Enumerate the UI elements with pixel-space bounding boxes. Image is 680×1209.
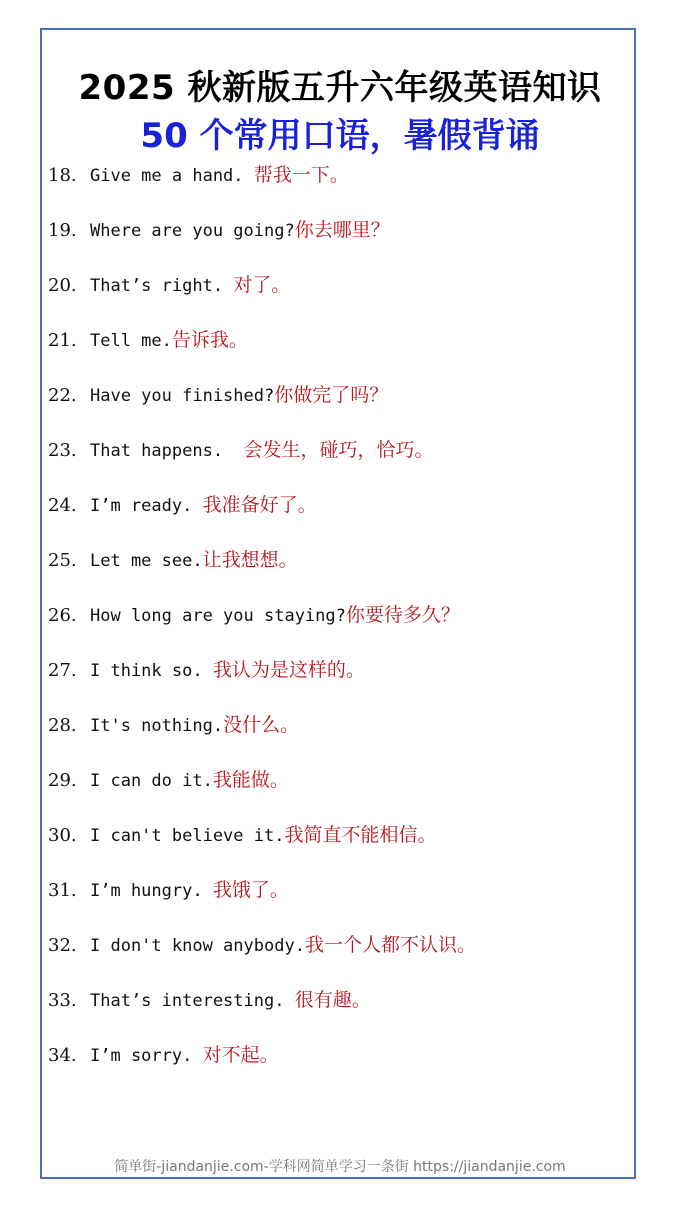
- phrase-english: That happens.: [90, 441, 244, 461]
- phrase-english: I can do it.: [90, 771, 213, 791]
- phrase-chinese: 没什么。: [223, 714, 300, 736]
- phrase-number: 22.: [48, 385, 77, 406]
- phrase-item: [48, 323, 632, 378]
- phrase-item: [48, 818, 632, 873]
- phrase-item: [48, 928, 632, 983]
- phrase-item: [48, 158, 632, 213]
- phrase-number: 32.: [48, 935, 77, 956]
- phrase-chinese: 你去哪里？: [294, 219, 390, 241]
- phrase-item: [48, 268, 632, 323]
- phrase-number: 18.: [48, 165, 77, 186]
- page-subtitle: 50 个常用口语，暑假背诵: [140, 116, 540, 156]
- phrase-number: 24.: [48, 495, 77, 516]
- phrase-item: [48, 433, 632, 488]
- phrase-chinese: 我能做。: [212, 769, 289, 791]
- phrase-chinese: 帮我一下。: [253, 164, 349, 186]
- footer-watermark: 简单街-jiandanjie.com-学科网简单学习一条街 https://jiandanjie.com: [114, 1159, 566, 1175]
- phrase-number: 29.: [48, 770, 77, 791]
- phrase-chinese: 我简直不能相信。: [284, 824, 437, 846]
- phrase-item: [48, 653, 632, 708]
- phrase-chinese: 我一个人都不认识。: [304, 934, 476, 956]
- phrase-english: Let me see.: [90, 551, 203, 571]
- phrase-english: Tell me.: [90, 331, 172, 351]
- phrase-english: I can't believe it.: [90, 826, 285, 846]
- phrase-item: [48, 763, 632, 818]
- phrase-english: Give me a hand.: [90, 166, 254, 186]
- phrase-chinese: 对不起。: [202, 1044, 279, 1066]
- page-title: 2025 秋新版五升六年级英语知识: [78, 68, 602, 108]
- phrase-item: [48, 708, 632, 763]
- phrase-english: Where are you going?: [90, 221, 295, 241]
- phrase-english: I don't know anybody.: [90, 936, 305, 956]
- phrase-number: 31.: [48, 880, 77, 901]
- phrase-item: [48, 873, 632, 928]
- phrase-english: Have you finished?: [90, 386, 275, 406]
- phrase-item: [48, 983, 632, 1038]
- phrase-number: 25.: [48, 550, 77, 571]
- phrase-item: [48, 213, 632, 268]
- phrase-chinese: 你做完了吗？: [274, 384, 389, 406]
- phrase-english: I think so.: [90, 661, 213, 681]
- phrase-number: 28.: [48, 715, 77, 736]
- phrase-english: I’m sorry.: [90, 1046, 203, 1066]
- phrase-item: [48, 488, 632, 543]
- phrase-number: 26.: [48, 605, 77, 626]
- phrase-chinese: 你要待多久？: [345, 604, 460, 626]
- phrase-english: How long are you staying?: [90, 606, 346, 626]
- phrase-chinese: 告诉我。: [171, 329, 248, 351]
- phrase-list: [48, 158, 632, 1093]
- phrase-chinese: 让我想想。: [202, 549, 298, 571]
- phrase-item: [48, 378, 632, 433]
- phrase-number: 33.: [48, 990, 77, 1011]
- phrase-number: 19.: [48, 220, 77, 241]
- phrase-chinese: 我饿了。: [212, 879, 289, 901]
- phrase-english: That’s right.: [90, 276, 234, 296]
- phrase-number: 23.: [48, 440, 77, 461]
- phrase-english: I’m ready.: [90, 496, 203, 516]
- phrase-chinese: 我准备好了。: [202, 494, 317, 516]
- phrase-item: [48, 598, 632, 653]
- phrase-english: I’m hungry.: [90, 881, 213, 901]
- phrase-chinese: 很有趣。: [294, 989, 371, 1011]
- phrase-number: 27.: [48, 660, 77, 681]
- phrase-number: 30.: [48, 825, 77, 846]
- phrase-number: 20.: [48, 275, 77, 296]
- phrase-item: [48, 1038, 632, 1093]
- phrase-number: 34.: [48, 1045, 77, 1066]
- phrase-item: [48, 543, 632, 598]
- phrase-number: 21.: [48, 330, 77, 351]
- phrase-english: That’s interesting.: [90, 991, 295, 1011]
- phrase-chinese: 对了。: [233, 274, 291, 296]
- phrase-chinese: 我认为是这样的。: [212, 659, 365, 681]
- phrase-chinese: 会发生，碰巧，恰巧。: [243, 439, 434, 461]
- phrase-english: It's nothing.: [90, 716, 224, 736]
